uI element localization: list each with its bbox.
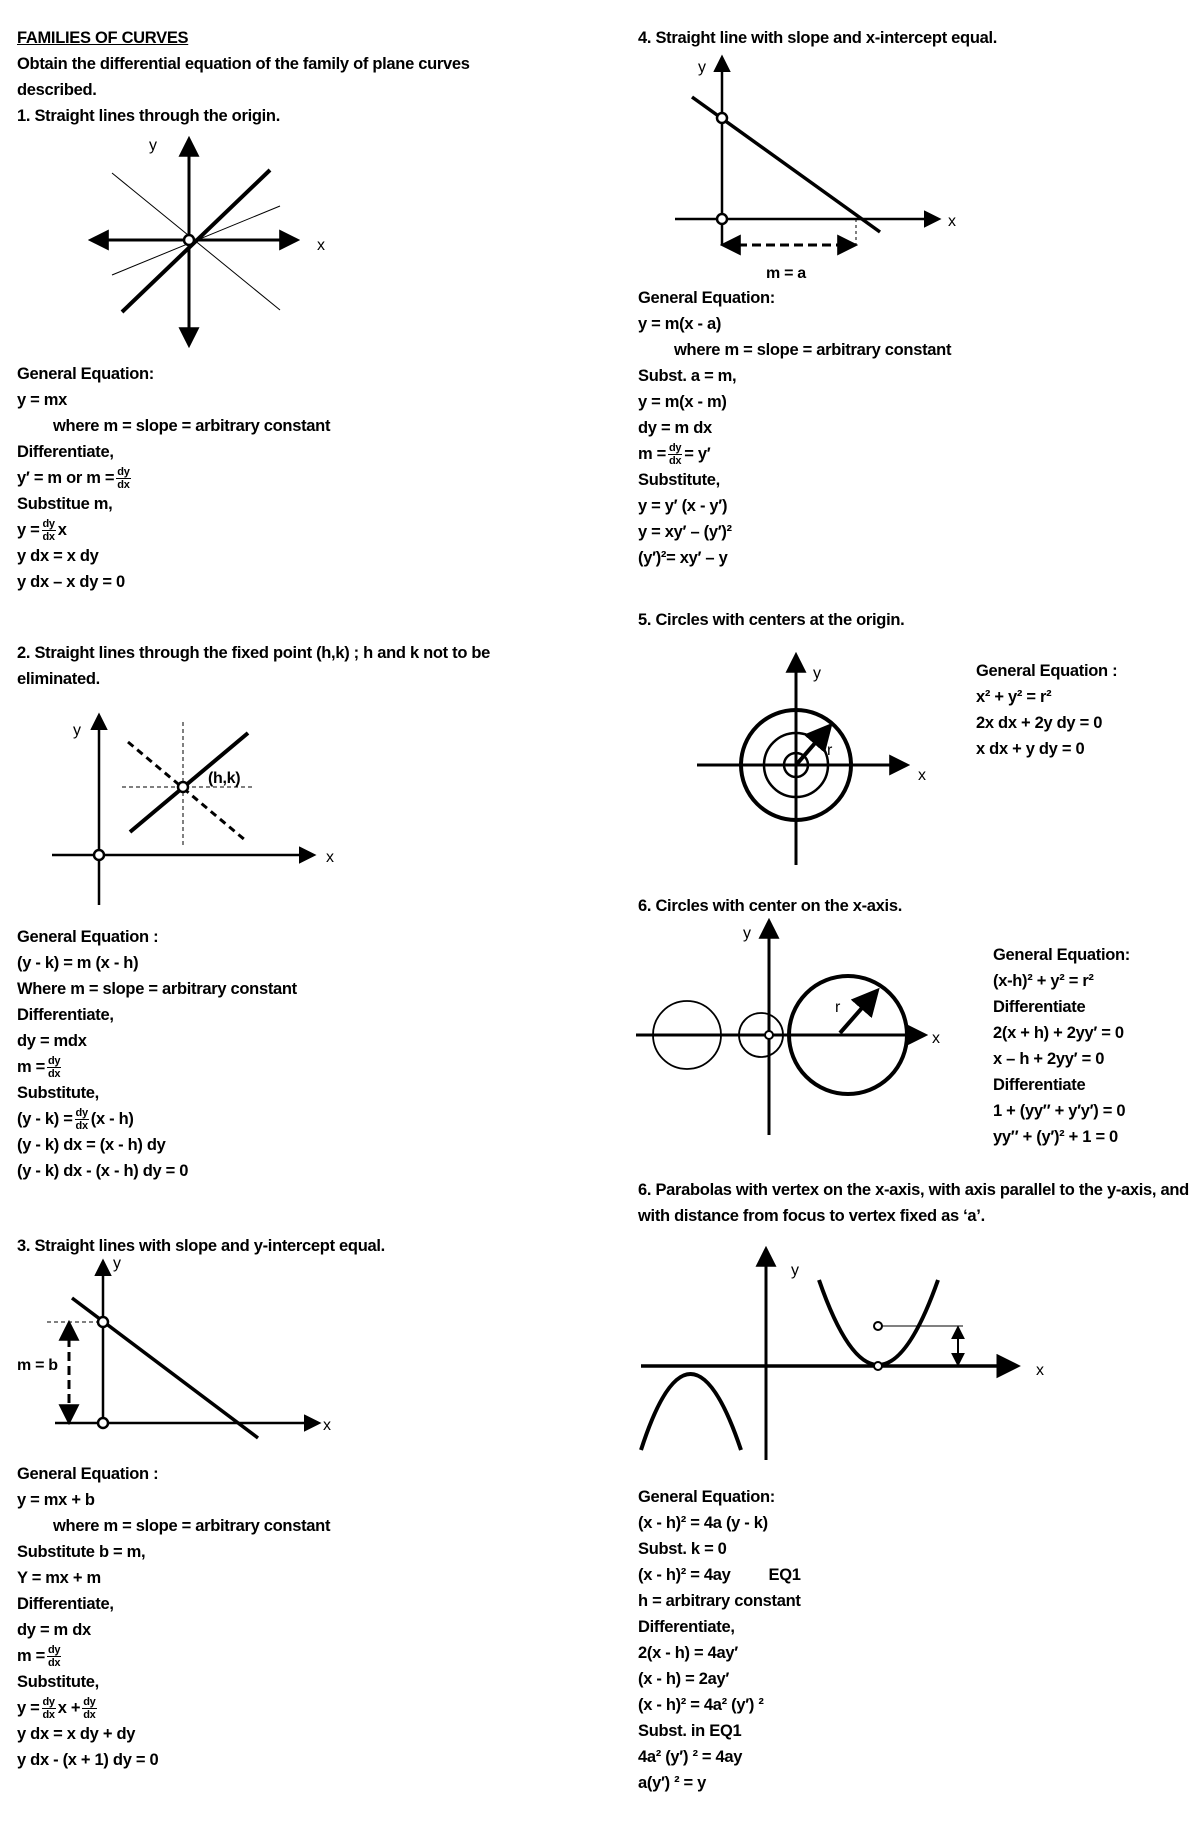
s1-text — [17, 361, 330, 595]
s3-line-1: General Equation : — [17, 1465, 159, 1483]
dy-dx-fraction: $\frac{dy}{dx}$ — [83, 1696, 96, 1722]
s3-line-12: y dx - (x + 1) dy = 0 — [17, 1751, 159, 1770]
s3-line-5: Y = mx + m — [17, 1569, 101, 1587]
fig3-x-label: x — [323, 1417, 331, 1434]
s4-line-5: y = m(x - m) — [638, 393, 727, 411]
s7-line-6: Differentiate, — [638, 1618, 735, 1636]
s4-line-6: dy = m dx — [638, 419, 712, 437]
fig6-radius-arrow — [840, 992, 876, 1033]
fig7-y-label: y — [791, 1262, 799, 1279]
fig4-y-intercept-point — [717, 113, 727, 123]
s2-line-4: Differentiate, — [17, 1006, 114, 1024]
s1-line-8: y dx = x dy — [17, 547, 99, 566]
fig6-radius-label: r — [835, 999, 841, 1016]
s6-heading-block — [638, 893, 902, 919]
fig5-radius-label: r — [827, 742, 833, 759]
s5-text — [976, 658, 1117, 762]
s2-line-5: dy = mdx — [17, 1032, 87, 1050]
s4-line-1: General Equation: — [638, 289, 776, 307]
s5-line-4: x dx + y dy = 0 — [976, 740, 1085, 758]
s2-line-10: (y - k) dx - (x - h) dy = 0 — [17, 1162, 189, 1181]
s1-line-3: where m = slope = arbitrary constant — [53, 417, 331, 435]
s4-text — [638, 285, 951, 571]
s3-text — [17, 1461, 330, 1773]
fig2-y-label: y — [73, 722, 81, 739]
s6-line-8: yy″ + (y′)² + 1 = 0 — [993, 1128, 1118, 1146]
s1-line-2: y = mx — [17, 391, 68, 409]
fig2-x-label: x — [326, 849, 334, 866]
s7-line-9: (x - h)² = 4a² (y′) ² — [638, 1696, 764, 1714]
fig2-origin-point — [94, 850, 104, 860]
s1-line-4: Differentiate, — [17, 443, 114, 461]
s4-heading-block — [638, 25, 997, 51]
s4-line-11: (y′)²= xy′ – y — [638, 549, 728, 568]
s3-heading: 3. Straight lines with slope and y-intercept equal. — [17, 1237, 385, 1255]
s3-line-4: Substitute b = m, — [17, 1543, 146, 1561]
s3-line-3: where m = slope = arbitrary constant — [53, 1517, 331, 1535]
s1-line-5: y′ = m or m = $\frac{dy}{dx}$ — [17, 466, 130, 492]
s6-line-7: 1 + (yy″ + y′y′) = 0 — [993, 1102, 1126, 1120]
s2-text — [17, 924, 297, 1184]
s1-line-1: General Equation: — [17, 365, 155, 383]
figure-slope-x-intercept — [675, 58, 956, 282]
fig7-x-label: x — [1036, 1362, 1044, 1379]
s3-heading-block — [17, 1233, 385, 1259]
dy-dx-fraction: $\frac{dy}{dx}$ — [669, 442, 682, 468]
fig3-y-label: y — [113, 1255, 121, 1272]
s6-line-2: (x-h)² + y² = r² — [993, 972, 1094, 990]
dy-dx-fraction: $\frac{dy}{dx}$ — [117, 466, 130, 492]
s7-line-10: Subst. in EQ1 — [638, 1722, 742, 1740]
s2-line-6: m = $\frac{dy}{dx}$ — [17, 1055, 61, 1081]
s5-line-3: 2x dx + 2y dy = 0 — [976, 714, 1103, 732]
s5-heading: 5. Circles with centers at the origin. — [638, 611, 905, 629]
dy-dx-fraction: $\frac{dy}{dx}$ — [75, 1107, 88, 1133]
s5-line-2: x² + y² = r² — [976, 688, 1052, 706]
fig2-point-label: (h,k) — [208, 770, 241, 787]
s2-line-1: General Equation : — [17, 928, 159, 946]
s4-heading: 4. Straight line with slope and x-intercept equal. — [638, 29, 998, 47]
fig6-y-label: y — [743, 925, 751, 942]
s4-line-2: y = m(x - a) — [638, 315, 722, 333]
fig1-origin-point — [184, 235, 194, 245]
figure-circles-on-x-axis — [636, 922, 940, 1135]
s2-heading-block — [17, 640, 537, 692]
s2-line-3: Where m = slope = arbitrary constant — [17, 980, 297, 998]
figure-slope-y-intercept — [17, 1255, 331, 1438]
s6-text — [993, 942, 1130, 1150]
s4-line-4: Subst. a = m, — [638, 367, 737, 385]
s4-line-9: y = y′ (x - y′) — [638, 497, 728, 516]
s7-text — [638, 1484, 801, 1796]
s7-line-3: Subst. k = 0 — [638, 1540, 727, 1558]
s2-line-2: (y - k) = m (x - h) — [17, 954, 139, 972]
s1-line-7: y = $\frac{dy}{dx}$ x — [17, 518, 67, 544]
fig4-ma-label: m = a — [766, 265, 806, 282]
dy-dx-fraction: $\frac{dy}{dx}$ — [48, 1644, 61, 1670]
s3-line-2: y = mx + b — [17, 1491, 95, 1509]
s3-line-11: y dx = x dy + dy — [17, 1725, 136, 1744]
figure-parabolas — [641, 1250, 1044, 1460]
fig1-x-label: x — [317, 237, 325, 254]
fig4-origin-point — [717, 214, 727, 224]
s1-line-9: y dx – x dy = 0 — [17, 573, 125, 592]
fig1-y-label: y — [149, 137, 157, 154]
s7-heading: 6. Parabolas with vertex on the x-axis, with axis parallel to the y-axis, and with distance from focus to vertex fixed as ‘a’. — [638, 1181, 1189, 1225]
s7-line-2: (x - h)² = 4a (y - k) — [638, 1514, 768, 1532]
s3-line-6: Differentiate, — [17, 1595, 114, 1613]
s7-line-5: h = arbitrary constant — [638, 1592, 801, 1610]
s2-line-7: Substitute, — [17, 1084, 99, 1103]
s7-heading-block — [638, 1177, 1193, 1229]
s5-line-1: General Equation : — [976, 662, 1118, 680]
fig7-focus-point — [874, 1322, 882, 1330]
s3-line-7: dy = m dx — [17, 1621, 91, 1639]
fig4-y-label: y — [698, 59, 706, 76]
fig5-y-label: y — [813, 665, 821, 682]
s6-heading: 6. Circles with center on the x-axis. — [638, 897, 902, 915]
s5-heading-block — [638, 607, 904, 633]
s6-line-5: x – h + 2yy′ = 0 — [993, 1050, 1105, 1068]
fig3-mb-label: m = b — [17, 1357, 58, 1374]
s3-line-9: Substitute, — [17, 1673, 99, 1692]
s4-line-8: Substitute, — [638, 471, 720, 490]
s2-line-8: (y - k) = $\frac{dy}{dx}$ (x - h) — [17, 1107, 134, 1133]
s7-line-12: a(y′) ² = y — [638, 1774, 707, 1792]
s6-line-6: Differentiate — [993, 1076, 1086, 1094]
s2-heading: 2. Straight lines through the fixed point (h,k) ; h and k not to be eliminated. — [17, 644, 491, 688]
fig4-x-label: x — [948, 213, 956, 230]
fig5-x-label: x — [918, 767, 926, 784]
intro-text: Obtain the differential equation of the family of plane curves described. — [17, 55, 470, 99]
s1-heading: 1. Straight lines through the origin. — [17, 107, 280, 125]
page-title: FAMILIES OF CURVES — [17, 29, 189, 47]
fig3-origin-point — [98, 1418, 108, 1428]
s2-line-9: (y - k) dx = (x - h) dy — [17, 1136, 166, 1155]
s6-line-4: 2(x + h) + 2yy′ = 0 — [993, 1024, 1124, 1042]
s4-line-7: m = $\frac{dy}{dx}$ = y′ — [638, 442, 711, 468]
s7-line-8: (x - h) = 2ay′ — [638, 1670, 729, 1688]
s6-line-1: General Equation: — [993, 946, 1131, 964]
s1-line-6: Substitue m, — [17, 495, 113, 514]
dy-dx-fraction: $\frac{dy}{dx}$ — [48, 1055, 61, 1081]
s6-line-3: Differentiate — [993, 998, 1086, 1016]
fig6-x-label: x — [932, 1030, 940, 1047]
fig7-vertex-point — [874, 1362, 882, 1370]
fig2-fixed-point — [178, 782, 188, 792]
dy-dx-fraction: $\frac{dy}{dx}$ — [42, 518, 55, 544]
fig3-y-intercept-point — [98, 1317, 108, 1327]
s7-line-4: (x - h)² = 4ay EQ1 — [638, 1566, 801, 1584]
s7-line-1: General Equation: — [638, 1488, 776, 1506]
figure-concentric-circles — [697, 656, 926, 865]
s4-line-10: y = xy′ – (y′)² — [638, 523, 732, 542]
dy-dx-fraction: $\frac{dy}{dx}$ — [42, 1696, 55, 1722]
s3-line-8: m = $\frac{dy}{dx}$ — [17, 1644, 61, 1670]
s4-line-3: where m = slope = arbitrary constant — [674, 341, 952, 359]
s7-line-7: 2(x - h) = 4ay′ — [638, 1644, 738, 1662]
fig7-downward-parabola — [641, 1374, 741, 1450]
s3-line-10: y = $\frac{dy}{dx}$ x + $\frac{dy}{dx}$ — [17, 1696, 96, 1722]
s7-line-11: 4a² (y′) ² = 4ay — [638, 1748, 743, 1766]
fig6-origin-point — [765, 1031, 773, 1039]
figure-lines-through-fixed-point — [52, 716, 334, 905]
